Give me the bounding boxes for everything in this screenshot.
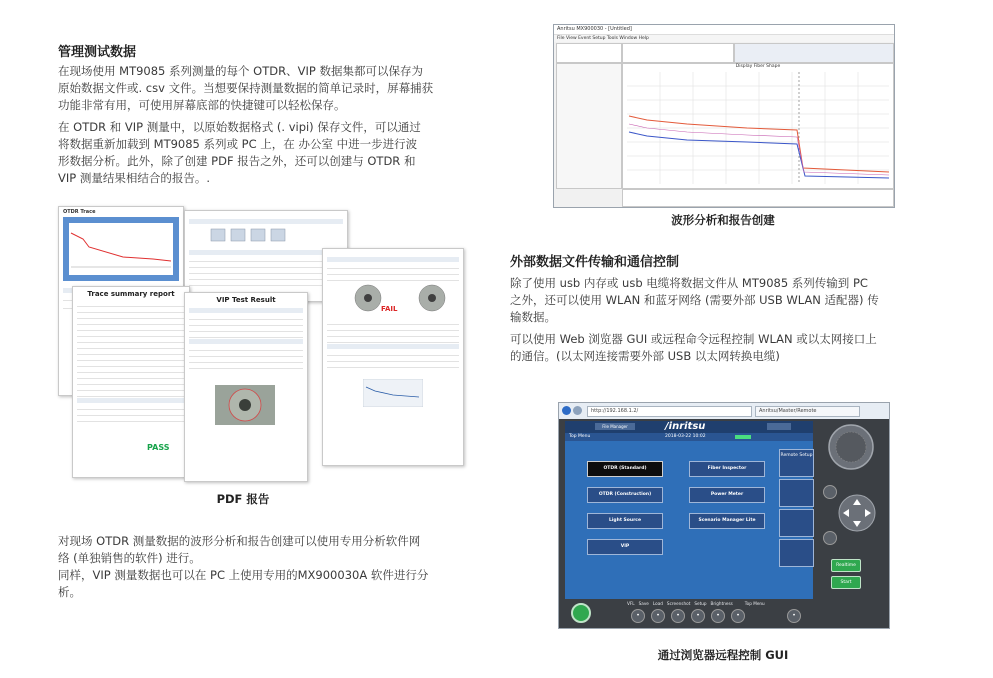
- text-line: VIP 测量结果相结合的报告。.: [58, 171, 211, 185]
- paragraph-save-data: [58, 63, 498, 114]
- instrument-screen: [565, 421, 813, 599]
- load-icon[interactable]: •: [671, 609, 685, 623]
- save-icon[interactable]: •: [651, 609, 665, 623]
- section-heading-manage-data: 管理测试数据: [58, 45, 137, 60]
- address-bar[interactable]: http://192.168.1.2/: [587, 406, 752, 417]
- forward-icon: [573, 406, 582, 415]
- mini-trace: [363, 379, 423, 407]
- status-panel: [622, 189, 894, 207]
- brightness-icon[interactable]: •: [731, 609, 745, 623]
- text-line: 在现场使用 MT9085 系列测量的每个 OTDR、VIP 数据集都可以保存为: [58, 64, 423, 78]
- text-line: 的通信。(以太网连接需要外部 USB 以太网转换电缆): [510, 349, 780, 363]
- window-title: Anritsu MX900030 - [Untitled]: [554, 25, 894, 35]
- paragraph-remote-control: [510, 331, 950, 365]
- esc-key[interactable]: [823, 485, 837, 499]
- side-key-4[interactable]: [779, 539, 814, 567]
- setup-icon[interactable]: •: [711, 609, 725, 623]
- otdr-waveform: [627, 72, 889, 184]
- paragraph-analysis-software: [58, 533, 498, 601]
- paragraph-usb-wlan: [510, 275, 950, 326]
- software-caption: 波形分析和报告创建: [671, 213, 775, 227]
- text-line: 析。: [58, 585, 81, 599]
- battery-icon: [735, 435, 751, 439]
- file-manager-button[interactable]: File Manager: [595, 423, 635, 430]
- instrument-frame: [559, 419, 889, 628]
- enter-key[interactable]: [823, 531, 837, 545]
- text-line: 形数据分析。此外，除了创建 PDF 报告之外，还可以创建与 OTDR 和: [58, 154, 416, 168]
- trace-summary-label: Trace summary report: [87, 290, 175, 298]
- text-line: 对现场 OTDR 测量数据的波形分析和报告创建可以使用专用分析软件网: [58, 534, 421, 548]
- trace-summary-sheet: [72, 286, 190, 478]
- side-key-3[interactable]: [779, 509, 814, 537]
- browser-toolbar: [559, 403, 889, 420]
- text-line: 可以使用 Web 浏览器 GUI 或远程命令远程控制 WLAN 或以太网接口上: [510, 332, 877, 346]
- browser-caption: 通过浏览器远程控制 GUI: [657, 648, 789, 662]
- screenshot-icon[interactable]: •: [691, 609, 705, 623]
- power-icon[interactable]: [571, 603, 591, 623]
- vip-button[interactable]: VIP: [587, 539, 663, 555]
- datetime-label: 2018-03-22 10:02: [665, 434, 706, 439]
- remote-setup-button[interactable]: Remote Setup: [779, 449, 814, 477]
- vip-result-sheet: [184, 292, 308, 482]
- fiber-endface-image: [215, 385, 275, 425]
- text-line: 络 (单独销售的软件) 进行。: [58, 551, 201, 565]
- top-menu-icon[interactable]: •: [787, 609, 801, 623]
- scenario-manager-button[interactable]: Scenario Manager Lite: [689, 513, 765, 529]
- paragraph-vipi-format: [58, 119, 498, 187]
- light-source-button[interactable]: Light Source: [587, 513, 663, 529]
- start-button[interactable]: Start: [831, 576, 861, 589]
- browser-tab[interactable]: Anritsu/Master/Remote: [755, 406, 860, 417]
- graph-title: Display Fiber Shape: [735, 64, 781, 69]
- top-menu-label: Top Menu: [569, 434, 591, 439]
- section-heading-data-transfer: 外部数据文件传输和通信控制: [510, 255, 680, 270]
- text-line: 在 OTDR 和 VIP 测量中，以原始数据格式 (. vipi) 保存文件，可以通过: [58, 120, 421, 134]
- event-icons: [191, 225, 341, 245]
- file-tree-panel: [556, 43, 622, 63]
- combined-report-sheet: [322, 248, 464, 466]
- side-panel: [556, 63, 622, 189]
- fail-badge: FAIL: [381, 305, 398, 313]
- window-menu: File View Event Setup Tools Window Help: [554, 35, 894, 42]
- gui-subheader: [565, 433, 813, 441]
- text-line: 将数据重新加载到 MT9085 系列或 PC 上，在 办公室 中进一步进行波: [58, 137, 418, 151]
- power-meter-button[interactable]: Power Meter: [689, 487, 765, 503]
- rotary-knob-icon[interactable]: [827, 423, 875, 471]
- gui-header: [565, 421, 813, 433]
- otdr-trace-label: OTDR Trace: [63, 209, 96, 215]
- pdf-report-caption: PDF 报告: [216, 492, 270, 506]
- otdr-trace-thumbnail: [63, 217, 179, 281]
- fiber-inspector-button[interactable]: Fiber Inspector: [689, 461, 765, 477]
- vip-result-label: VIP Test Result: [216, 296, 276, 304]
- pass-badge: PASS: [147, 443, 170, 452]
- back-icon: [562, 406, 571, 415]
- direction-pad-icon[interactable]: [837, 493, 877, 533]
- text-line: 输数据。: [510, 310, 556, 324]
- otdr-construction-button[interactable]: OTDR (Construction): [587, 487, 663, 503]
- text-line: 同样，VIP 测量数据也可以在 PC 上使用专用的MX900030A 软件进行分: [58, 568, 429, 582]
- function-bar: [565, 601, 813, 625]
- trace-graph-panel: [622, 63, 894, 189]
- function-labels: VFL Save Load Screenshot Setup Brightness Top Menu: [627, 601, 765, 606]
- text-line: 之外，还可以使用 WLAN 和蓝牙网络 (需要外部 USB WLAN 适配器) 传: [510, 293, 879, 307]
- measurement-info-panel: [622, 43, 734, 63]
- thumbnail-panel: [734, 43, 894, 63]
- anritsu-logo: /inritsu: [665, 421, 706, 432]
- vfl-icon[interactable]: •: [631, 609, 645, 623]
- browser-remote-gui: [558, 402, 890, 629]
- text-line: 除了使用 usb 内存或 usb 电缆将数据文件从 MT9085 系列传输到 PC: [510, 276, 868, 290]
- otdr-standard-button[interactable]: OTDR (Standard): [587, 461, 663, 477]
- realtime-button[interactable]: Realtime: [831, 559, 861, 572]
- header-control[interactable]: [767, 423, 791, 430]
- analysis-software-window: [553, 24, 895, 208]
- text-line: 功能非常有用，可使用屏幕底部的快捷键可以轻松保存。: [58, 98, 346, 112]
- pdf-report-collage: [58, 206, 478, 486]
- side-key-2[interactable]: [779, 479, 814, 507]
- text-line: 原始数据文件或. csv 文件。当想要保持测量数据的简单记录时，屏幕捕获: [58, 81, 434, 95]
